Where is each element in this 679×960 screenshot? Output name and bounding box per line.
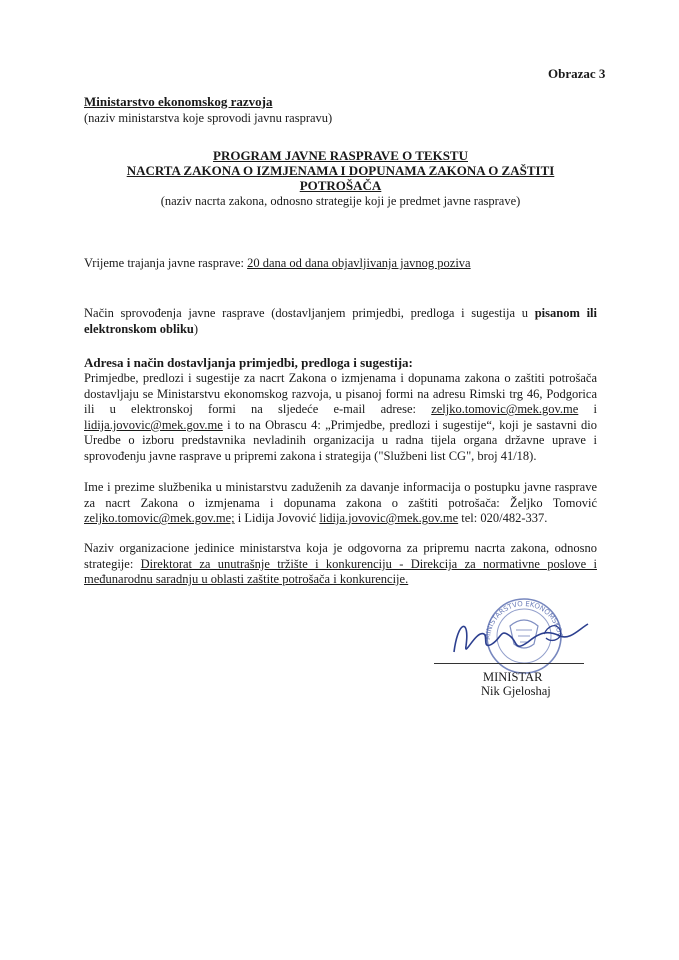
contact-paragraph [84, 480, 597, 527]
form-number: Obrazac 3 [548, 66, 606, 81]
unit-value: Direktorat za unutrašnje tržište i konkurenciju - Direkcija za normativne poslove i međunarodnu saradnju u oblasti zaštite potrošača i konkurencije. [84, 556, 597, 587]
address-sep: i [578, 402, 597, 417]
unit-paragraph [84, 541, 597, 588]
contact-mid: i Lidija Jovović [234, 511, 320, 526]
email-link-zeljko[interactable]: zeljko.tomovic@mek.gov.me [431, 402, 579, 417]
title-line-1: PROGRAM JAVNE RASPRAVE O TEKSTU [213, 148, 468, 163]
duration-paragraph [84, 256, 597, 272]
title-note: (naziv nacrta zakona, odnosno strategije koji je predmet javne rasprave) [160, 194, 521, 208]
method-paragraph [84, 306, 597, 337]
address-text-before: Primjedbe, predlozi i sugestije za nacrt Zakona o izmjenama i dopunama zakona o zaštiti potrošača dostavljaju se Ministarstvu ekonomskog razvoja, u pisanoj formi na adresu Rimski trg 46, Podgorica ili u elektronskoj formi na sljedeće e-mail adrese: [84, 371, 597, 417]
method-text: Način sprovođenja javne rasprave (dostavljanjem primjedbi, predloga i sugestija u [84, 306, 535, 320]
address-heading: Adresa i način dostavljanja primjedbi, predloga i sugestija: [84, 355, 413, 370]
ministry-note: (naziv ministarstva koje sprovodi javnu raspravu) [84, 111, 333, 125]
contact-email-lidija[interactable]: lidija.jovovic@mek.gov.me [319, 511, 459, 526]
address-paragraph [84, 371, 597, 465]
method-emphasis: pisanom ili elektronskom obliku [84, 306, 597, 336]
signature-line [434, 663, 584, 664]
duration-label: Vrijeme trajanja javne rasprave: [84, 256, 248, 270]
signatory-name: Nik Gjeloshaj [481, 684, 551, 698]
contact-text: Ime i prezime službenika u ministarstvu zaduženih za davanje informacija o postupku javne rasprave za nacrt Zakona o izmjenama i dopunama zakona o zaštiti potrošača: Željko Tomović [84, 480, 597, 510]
unit-text: Naziv organizacione jedinice ministarstva koja je odgovorna za pripremu nacrta zakona, odnosno strategije: [84, 541, 597, 571]
ministry-name: Ministarstvo ekonomskog razvoja [84, 94, 273, 109]
title-line-2: NACRTA ZAKONA O IZMJENAMA I DOPUNAMA ZAKONA O ZAŠTITI [126, 163, 555, 178]
signatory-title: MINISTAR [483, 670, 543, 684]
contact-tel: tel: 020/482-337. [458, 511, 548, 526]
duration-value: 20 dana od dana objavljivanja javnog poziva [247, 256, 471, 270]
stamp-text: MINISTARSTVO EKONOMSKOG [483, 599, 565, 641]
method-close: ) [193, 321, 199, 336]
handwritten-signature [448, 600, 598, 670]
contact-email-zeljko[interactable]: zeljko.tomovic@mek.gov.me; [84, 511, 235, 526]
address-text-after: i to na Obrascu 4: „Primjedbe, predlozi i sugestije“, koji je sastavni dio Uredbe o izboru predstavnika nevladinih organizacija u radna tijela organa državne uprave i sprovođenju javne rasprave u pripremi zakona i strategija ("Službeni list CG", broj 41/18). [84, 417, 597, 463]
title-line-3: POTROŠAČA [299, 178, 382, 193]
email-link-lidija[interactable]: lidija.jovovic@mek.gov.me [84, 417, 223, 432]
